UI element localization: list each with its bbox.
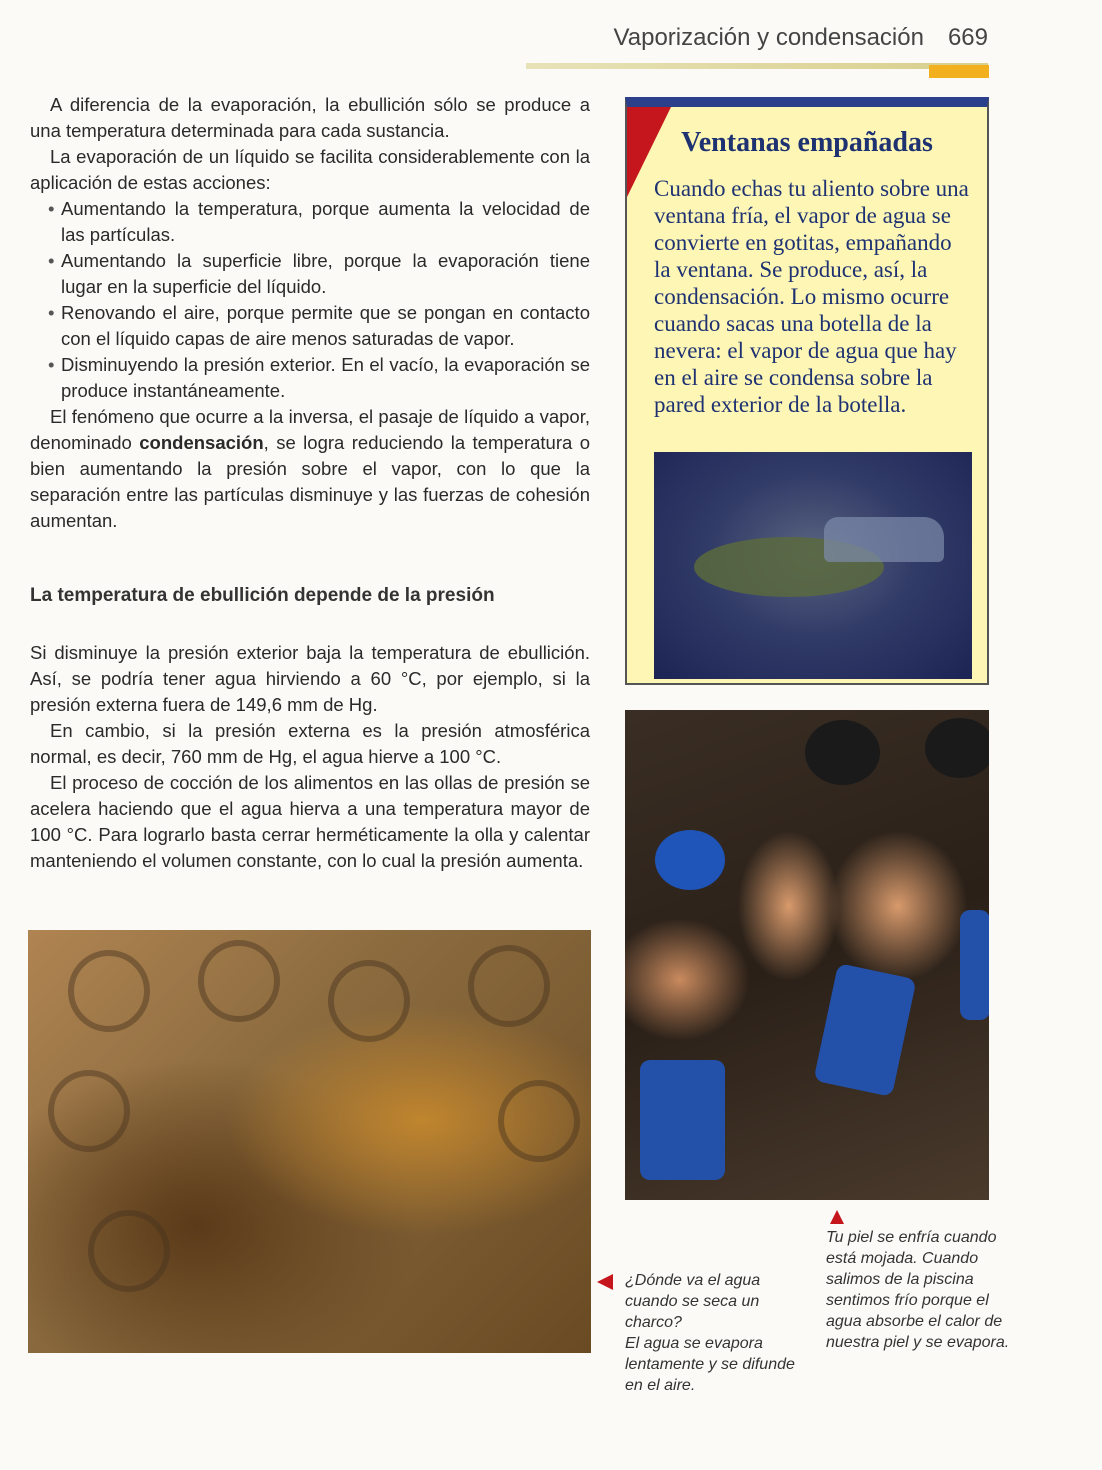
caption-puddle: ¿Dónde va el agua cuando se seca un charco? El agua se evapora lentamente y se difunde en el aire. bbox=[625, 1272, 795, 1394]
text-run: , se logra reduciendo la temperatura o bien aumentando la presión sobre el vapor, con lo que la separación entre las partículas disminuye y las fuerzas de cohesión aumentan. bbox=[30, 432, 590, 531]
photo-detail bbox=[468, 945, 550, 1027]
header-rule bbox=[526, 63, 988, 69]
photo-detail bbox=[68, 950, 150, 1032]
list-item: • Disminuyendo la presión exterior. En el vacío, la evaporación se produce instantáneamente. bbox=[30, 352, 590, 404]
puddle-reflection-photo bbox=[28, 930, 591, 1353]
paragraph: A diferencia de la evaporación, la ebullición sólo se produce a una temperatura determinada para cada sustancia. bbox=[30, 94, 590, 141]
header-accent-bar bbox=[929, 65, 989, 78]
photo-detail bbox=[655, 830, 725, 890]
caption-pool: Tu piel se enfría cuando está mojada. Cuando salimos de la piscina sentimos frío porque el agua absorbe el calor de nuestra piel y se evapora. bbox=[826, 1229, 1010, 1351]
main-text-bottom bbox=[30, 640, 590, 874]
photo-detail bbox=[824, 517, 944, 562]
children-pool-photo bbox=[625, 710, 989, 1200]
caption-arrow-up bbox=[830, 1210, 844, 1224]
paragraph: Si disminuye la presión exterior baja la temperatura de ebullición. Así, se podría tener agua hirviendo a 60 °C, por ejemplo, si la presión externa fuera de 149,6 mm de Hg. bbox=[30, 642, 590, 715]
header-title: Vaporización y condensación bbox=[613, 24, 924, 51]
photo-detail bbox=[498, 1080, 580, 1162]
photo-detail bbox=[198, 940, 280, 1022]
box-text: Cuando echas tu aliento sobre una ventana fría, el vapor de agua se convierte en gotitas, empañando la ventana. Se produce, así, la condensación. Lo mismo ocurre cuando sacas una botella de la nevera: el vapor de agua que hay en el aire se condensa sobre la pared exterior de la botella. bbox=[654, 176, 969, 417]
photo-detail bbox=[805, 720, 880, 785]
paragraph bbox=[30, 404, 590, 534]
photo-detail bbox=[328, 960, 410, 1042]
section-heading: La temperatura de ebullición depende de la presión bbox=[30, 585, 495, 606]
running-header bbox=[528, 24, 988, 52]
photo-detail bbox=[813, 963, 916, 1097]
paragraph: En cambio, si la presión externa es la presión atmosférica normal, es decir, 760 mm de Hg, el agua hierve a 100 °C. bbox=[30, 720, 590, 767]
box-title: Ventanas empañadas bbox=[681, 127, 933, 158]
photo-detail bbox=[48, 1070, 130, 1152]
paragraph: El proceso de cocción de los alimentos en las ollas de presión se acelera haciendo que el agua hierva a una temperatura mayor de 100 °C. Para lograrlo basta cerrar herméticamente la olla y calentar manteniendo el volumen constante, con lo cual la presión aumenta. bbox=[30, 772, 590, 871]
bullet-list bbox=[30, 196, 590, 404]
list-item: • Aumentando la superficie libre, porque la evaporación tiene lugar en la superficie del líquido. bbox=[30, 248, 590, 300]
main-text-top bbox=[30, 92, 590, 534]
fogged-window-photo bbox=[654, 452, 972, 679]
list-item: • Renovando el aire, porque permite que se pongan en contacto con el líquido capas de aire menos saturadas de vapor. bbox=[30, 300, 590, 352]
list-item: • Aumentando la temperatura, porque aumenta la velocidad de las partículas. bbox=[30, 196, 590, 248]
sidebar-box bbox=[625, 97, 989, 685]
photo-detail bbox=[960, 910, 989, 1020]
photo-detail bbox=[88, 1210, 170, 1292]
caption-arrow-left bbox=[597, 1274, 613, 1290]
paragraph: La evaporación de un líquido se facilita considerablemente con la aplicación de estas acciones: bbox=[30, 146, 590, 193]
photo-detail bbox=[925, 718, 989, 778]
page-number: 669 bbox=[947, 24, 988, 51]
photo-detail bbox=[640, 1060, 725, 1180]
bold-term: condensación bbox=[139, 432, 264, 453]
text-run: El fenómeno que ocurre a la inversa, el pasaje de líquido a vapor, denominado bbox=[30, 406, 590, 453]
